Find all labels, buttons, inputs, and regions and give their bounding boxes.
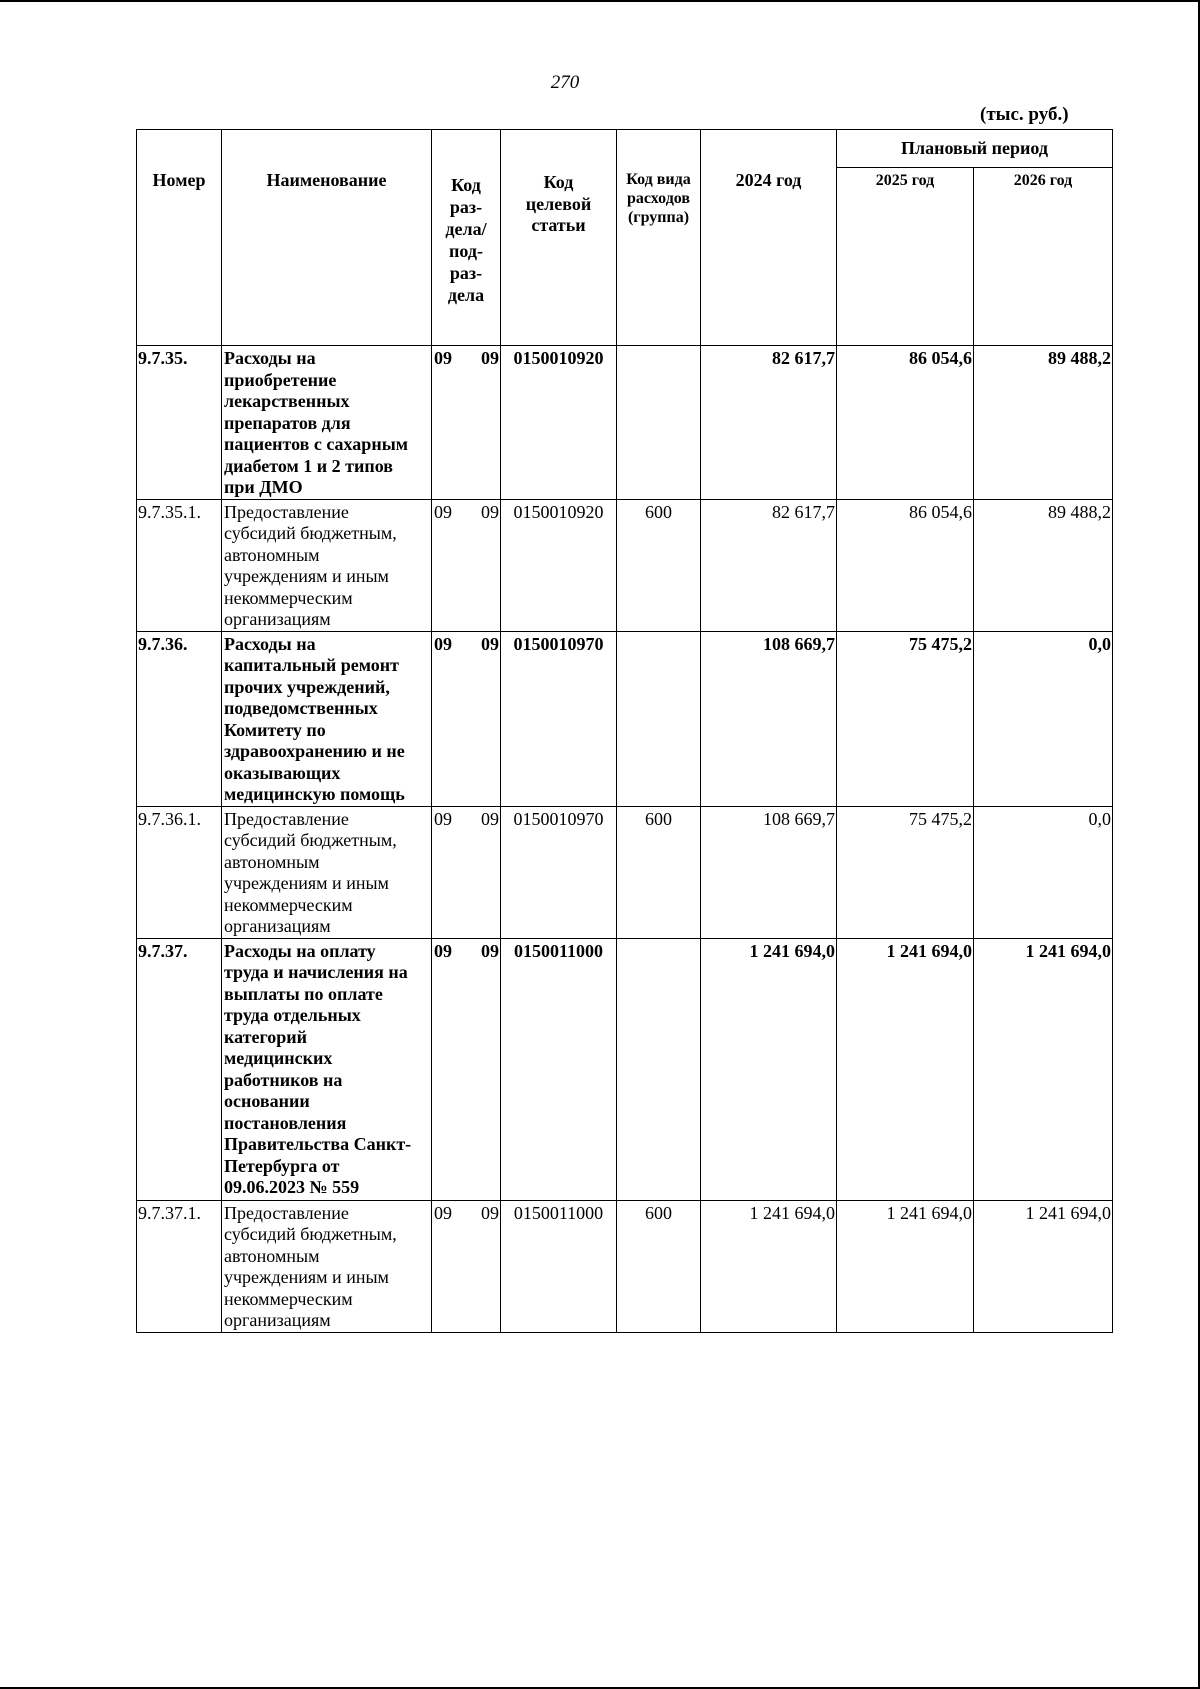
header-target-code: Код целевой статьи: [501, 130, 617, 346]
row-subsection: 09: [481, 1202, 499, 1223]
row-value-2024: 1 241 694,0: [701, 1200, 837, 1332]
row-subsection: 09: [481, 501, 499, 522]
row-section-code: [432, 1200, 501, 1332]
scan-border-top: [0, 0, 1200, 2]
row-section: 09: [434, 808, 452, 829]
row-subsection: 09: [481, 940, 499, 961]
row-value-2026: 89 488,2: [974, 499, 1113, 631]
row-expense-kind: [617, 938, 701, 1200]
row-expense-kind: 600: [617, 806, 701, 938]
row-target-code: 0150010920: [501, 499, 617, 631]
row-target-code: 0150010970: [501, 806, 617, 938]
row-expense-kind: 600: [617, 1200, 701, 1332]
row-section: 09: [434, 940, 452, 961]
row-value-2026: 1 241 694,0: [974, 938, 1113, 1200]
row-section-code: [432, 631, 501, 806]
row-value-2025: 1 241 694,0: [837, 938, 974, 1200]
row-value-2024: 108 669,7: [701, 806, 837, 938]
row-number: 9.7.36.1.: [137, 806, 222, 938]
row-value-2024: 82 617,7: [701, 346, 837, 500]
row-name: Расходы на капитальный ремонт прочих учреждений, подведомственных Комитету по здравоохранению и не оказывающих медицинскую помощь: [222, 631, 432, 806]
row-section: 09: [434, 1202, 452, 1223]
row-name: Предоставление субсидий бюджетным, автономным учреждениям и иным некоммерческим организациям: [222, 806, 432, 938]
row-value-2024: 1 241 694,0: [701, 938, 837, 1200]
row-subsection: 09: [481, 808, 499, 829]
table-row: [137, 938, 1113, 1200]
table-row: [137, 346, 1113, 500]
header-expense-kind: Код вида расходов (группа): [617, 130, 701, 346]
row-value-2026: 0,0: [974, 806, 1113, 938]
header-year-2026: 2026 год: [974, 168, 1113, 346]
row-target-code: 0150010920: [501, 346, 617, 500]
row-subsection: 09: [481, 633, 499, 654]
budget-table: [136, 129, 1113, 1333]
row-section: 09: [434, 501, 452, 522]
row-value-2024: 108 669,7: [701, 631, 837, 806]
header-year-2025: 2025 год: [837, 168, 974, 346]
row-expense-kind: 600: [617, 499, 701, 631]
row-value-2024: 82 617,7: [701, 499, 837, 631]
header-section-code: Код раз- дела/ под- раз- дела: [432, 130, 501, 346]
row-name: Расходы на оплату труда и начисления на выплаты по оплате труда отдельных категорий медицинских работников на основании постановления Правительства Санкт- Петербурга от 09.06.2023 № 559: [222, 938, 432, 1200]
row-value-2025: 86 054,6: [837, 346, 974, 500]
row-target-code: 0150011000: [501, 938, 617, 1200]
table-row: [137, 499, 1113, 631]
row-value-2026: 89 488,2: [974, 346, 1113, 500]
header-year-2024: 2024 год: [701, 130, 837, 346]
row-subsection: 09: [481, 348, 499, 368]
row-value-2025: 75 475,2: [837, 631, 974, 806]
row-section: 09: [434, 633, 452, 654]
row-section-code: [432, 938, 501, 1200]
row-expense-kind: [617, 631, 701, 806]
page-number: 270: [550, 72, 580, 93]
row-section-code: [432, 806, 501, 938]
row-name: Предоставление субсидий бюджетным, автономным учреждениям и иным некоммерческим организациям: [222, 1200, 432, 1332]
header-plan-period: Плановый период: [837, 130, 1113, 168]
row-name: Предоставление субсидий бюджетным, автономным учреждениям и иным некоммерческим организациям: [222, 499, 432, 631]
row-value-2026: 0,0: [974, 631, 1113, 806]
table-row: [137, 1200, 1113, 1332]
header-number: Номер: [137, 130, 222, 346]
units-label: (тыс. руб.): [980, 104, 1069, 125]
row-expense-kind: [617, 346, 701, 500]
header-name: Наименование: [222, 130, 432, 346]
row-number: 9.7.36.: [137, 631, 222, 806]
row-target-code: 0150011000: [501, 1200, 617, 1332]
row-number: 9.7.35.: [137, 346, 222, 500]
row-section-code: [432, 499, 501, 631]
row-number: 9.7.35.1.: [137, 499, 222, 631]
row-value-2025: 86 054,6: [837, 499, 974, 631]
row-value-2026: 1 241 694,0: [974, 1200, 1113, 1332]
row-number: 9.7.37.: [137, 938, 222, 1200]
row-value-2025: 75 475,2: [837, 806, 974, 938]
row-name: Расходы на приобретение лекарственных препаратов для пациентов с сахарным диабетом 1 и 2 типов при ДМО: [222, 346, 432, 500]
table-row: [137, 631, 1113, 806]
row-target-code: 0150010970: [501, 631, 617, 806]
row-value-2025: 1 241 694,0: [837, 1200, 974, 1332]
table-row: [137, 806, 1113, 938]
row-section-code: [432, 346, 501, 500]
row-number: 9.7.37.1.: [137, 1200, 222, 1332]
row-section: 09: [434, 348, 452, 368]
header-row: [137, 130, 1113, 168]
